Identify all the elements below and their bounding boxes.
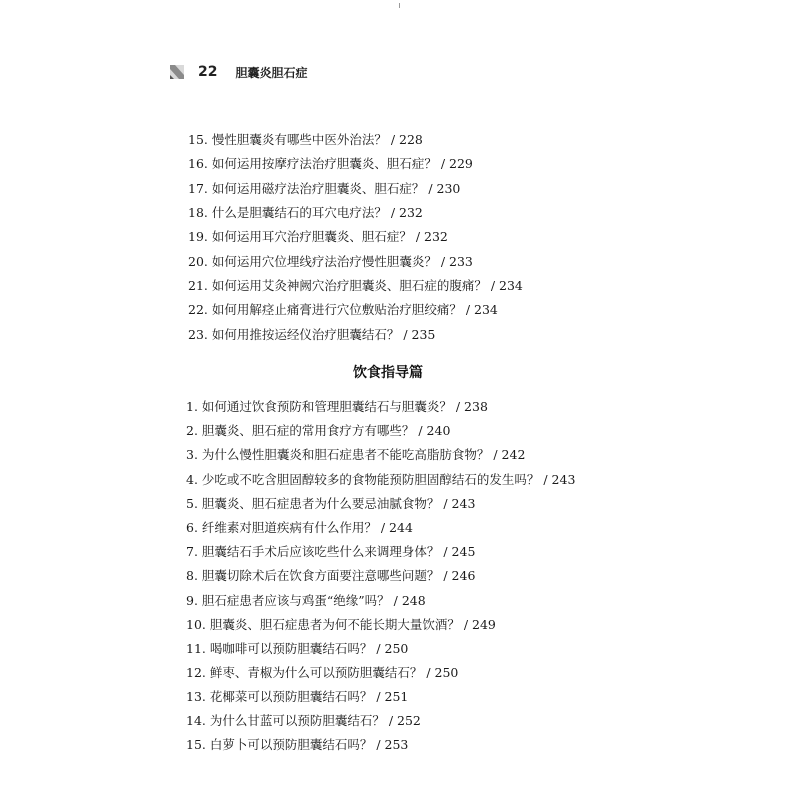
toc-entry: 11. 喝咖啡可以预防胆囊结石吗？ / 250 [186,641,409,656]
toc-entry: 21. 如何运用艾灸神阙穴治疗胆囊炎、胆石症的腹痛？ / 234 [188,278,523,293]
toc-entry: 17. 如何运用磁疗法治疗胆囊炎、胆石症？ / 230 [188,181,461,196]
toc-entry: 18. 什么是胆囊结石的耳穴电疗法？ / 232 [188,205,423,220]
toc-entry: 9. 胆石症患者应该与鸡蛋“绝缘”吗？ / 248 [186,593,426,608]
toc-entry: 2. 胆囊炎、胆石症的常用食疗方有哪些？ / 240 [186,423,451,438]
page-number: 22 [198,64,218,80]
corner-mark-icon [170,65,184,79]
section-heading-text: 饮食指导篇 [353,365,423,381]
toc-entry: 15. 慢性胆囊炎有哪些中医外治法？ / 228 [188,132,423,147]
toc-entry: 15. 白萝卜可以预防胆囊结石吗？ / 253 [186,737,409,752]
toc-entry: 20. 如何运用穴位埋线疗法治疗慢性胆囊炎？ / 233 [188,254,473,269]
toc-entry: 3. 为什么慢性胆囊炎和胆石症患者不能吃高脂肪食物？ / 242 [186,447,526,462]
toc-entry: 10. 胆囊炎、胆石症患者为何不能长期大量饮酒？ / 249 [186,617,496,632]
toc-entry: 8. 胆囊切除术后在饮食方面要注意哪些问题？ / 246 [186,568,476,583]
running-header [170,63,308,81]
toc-entry: 4. 少吃或不吃含胆固醇较多的食物能预防胆固醇结石的发生吗？ / 243 [186,472,576,487]
toc-entry: 16. 如何运用按摩疗法治疗胆囊炎、胆石症？ / 229 [188,156,473,171]
toc-entry: 14. 为什么甘蓝可以预防胆囊结石？ / 252 [186,713,421,728]
toc-entry: 5. 胆囊炎、胆石症患者为什么要忌油腻食物？ / 243 [186,496,476,511]
toc-entry: 19. 如何运用耳穴治疗胆囊炎、胆石症？ / 232 [188,229,448,244]
toc-entry: 6. 纤维素对胆道疾病有什么作用？ / 244 [186,520,413,535]
running-title: 胆囊炎胆石症 [235,65,308,80]
page-top-tick [399,3,400,8]
toc-entry: 1. 如何通过饮食预防和管理胆囊结石与胆囊炎？ / 238 [186,399,488,414]
toc-entry: 23. 如何用推按运经仪治疗胆囊结石？ / 235 [188,327,436,342]
toc-entry: 12. 鲜枣、青椒为什么可以预防胆囊结石？ / 250 [186,665,459,680]
toc-entry: 22. 如何用解痉止痛膏进行穴位敷贴治疗胆绞痛？ / 234 [188,302,498,317]
section-heading [0,362,800,382]
toc-entry: 13. 花椰菜可以预防胆囊结石吗？ / 251 [186,689,409,704]
toc-entry: 7. 胆囊结石手术后应该吃些什么来调理身体？ / 245 [186,544,476,559]
